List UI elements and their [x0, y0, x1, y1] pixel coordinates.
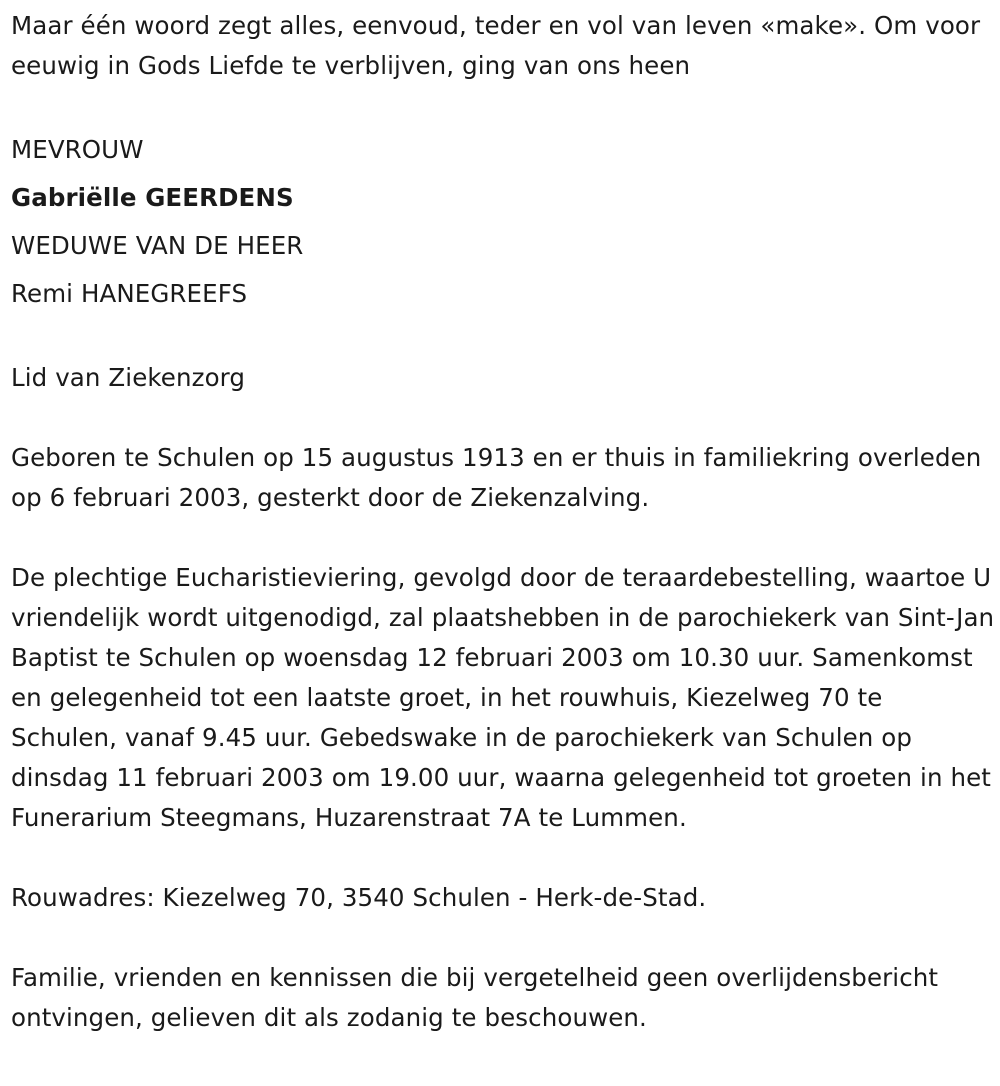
- spouse-name: Remi HANEGREEFS: [11, 279, 248, 308]
- intro-text: Maar één woord zegt alles, eenvoud, teder en vol van leven «make». Om voor eeuwig in Gods Liefde te verblijven, ging van ons heen: [11, 11, 981, 80]
- spacer: [11, 918, 996, 958]
- membership-text: Lid van Ziekenzorg: [11, 363, 246, 392]
- spacer: [11, 398, 996, 438]
- widow-of-label: WEDUWE VAN DE HEER: [11, 231, 304, 260]
- mourning-address: Rouwadres: Kiezelweg 70, 3540 Schulen - Herk-de-Stad.: [11, 883, 707, 912]
- spacer: [11, 838, 996, 878]
- spacer: [11, 318, 996, 358]
- birth-death-text: Geboren te Schulen op 15 augustus 1913 en er thuis in familiekring overleden op 6 februari 2003, gesterkt door de Ziekenzalving.: [11, 443, 982, 512]
- spacer: [11, 518, 996, 558]
- spacer: [11, 86, 996, 126]
- obituary-notice: [11, 6, 996, 1038]
- ceremony-text: De plechtige Eucharistieviering, gevolgd door de teraardebestelling, waartoe U vriendelijk wordt uitgenodigd, zal plaatshebben in de parochiekerk van Sint-Jan Baptist te Schulen op woensdag 12 februari 2003 om 10.30 uur. Samenkomst en gelegenheid tot een laatste groet, in het rouwhuis, Kiezelweg 70 te Schulen, vanaf 9.45 uur. Gebedswake in de parochiekerk van Schulen op dinsdag 11 februari 2003 om 19.00 uur, waarna gelegenheid tot groeten in het Funerarium Steegmans, Huzarenstraat 7A te Lummen.: [11, 563, 995, 832]
- closing-text: Familie, vrienden en kennissen die bij vergetelheid geen overlijdensbericht ontvingen, gelieven dit als zodanig te beschouwen.: [11, 963, 939, 1032]
- honorific-title: MEVROUW: [11, 135, 144, 164]
- deceased-name: Gabriëlle GEERDENS: [11, 183, 294, 212]
